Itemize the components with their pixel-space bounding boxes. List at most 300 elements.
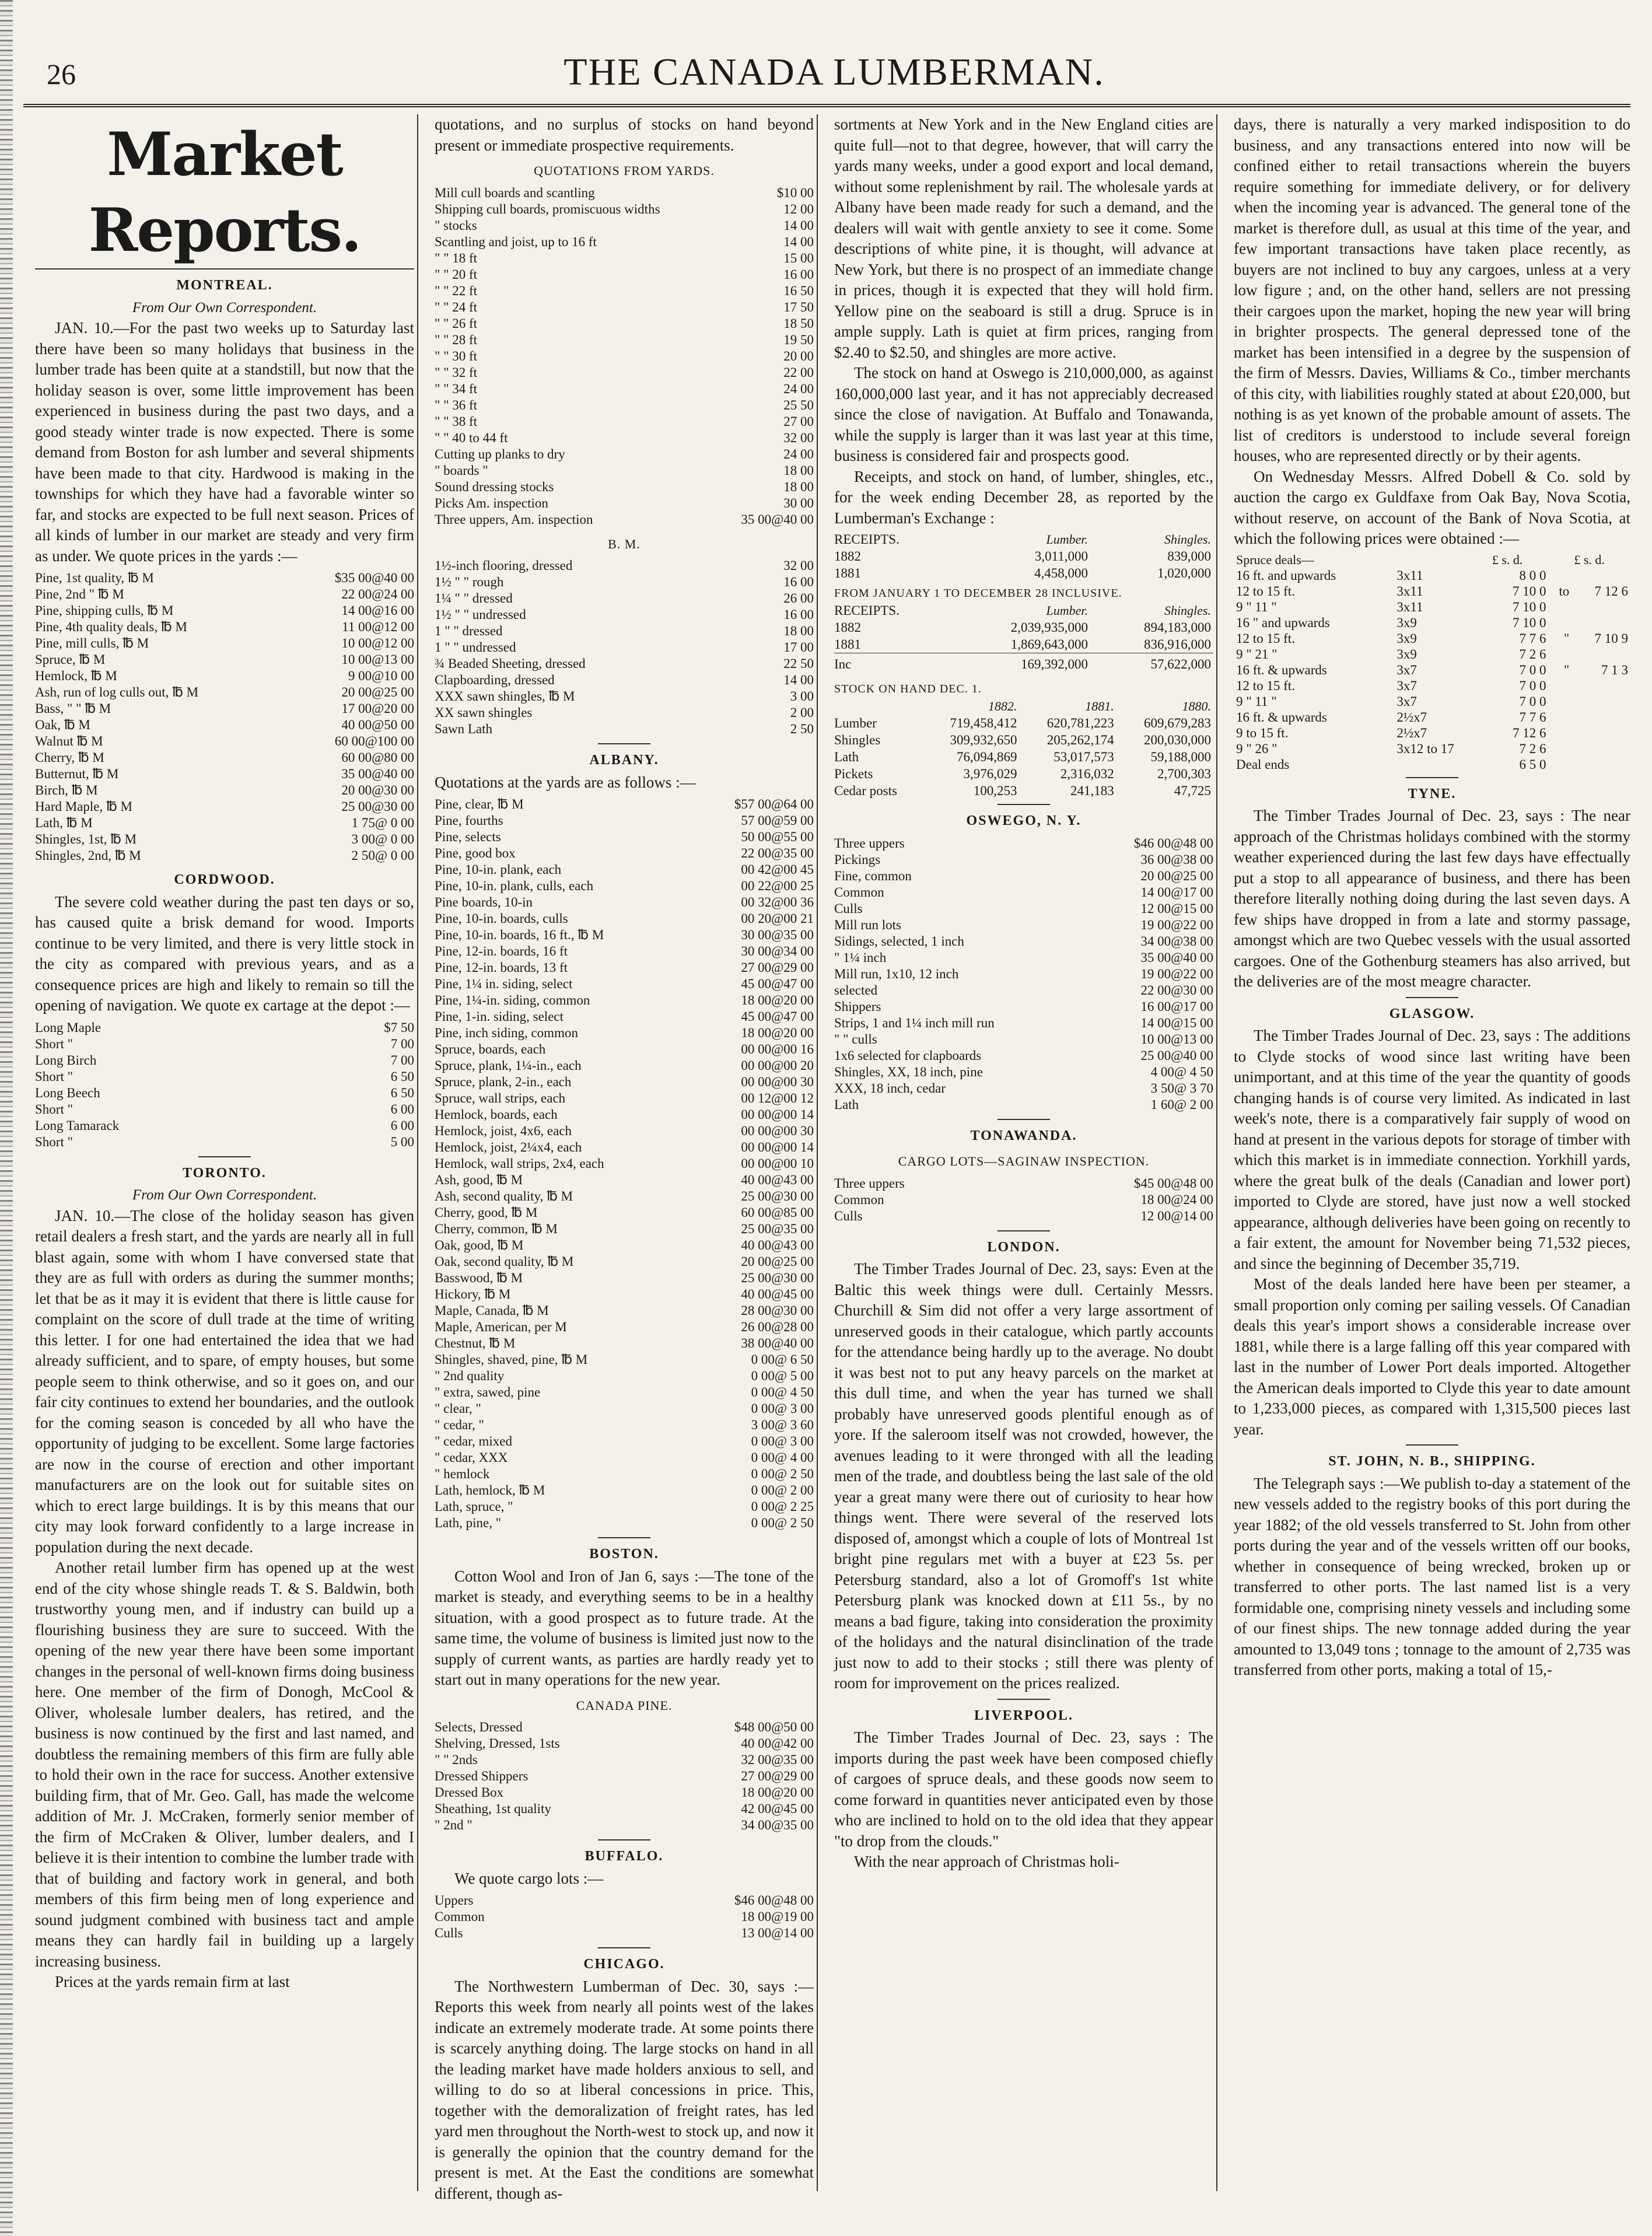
item-price: 28 00@30 00: [741, 1303, 814, 1318]
item-label: Basswood, ℔ M: [435, 1271, 523, 1285]
table-row: [1234, 583, 1630, 599]
item-label: Shippers: [834, 999, 881, 1014]
price-row: [435, 1270, 814, 1286]
item-price: $57 00@64 00: [734, 797, 814, 811]
cell-to: [1549, 741, 1572, 757]
item-label: Mill run, 1x10, 12 inch: [834, 966, 959, 981]
item-price: 00 00@00 10: [741, 1156, 814, 1171]
item-price: 35 00@40 00: [341, 767, 414, 781]
section-heading-albany: ALBANY.: [589, 753, 659, 768]
price-row: [834, 1048, 1213, 1064]
price-row: [435, 1090, 814, 1107]
price-row: [435, 927, 814, 943]
item-price: 16 50: [783, 283, 814, 298]
item-label: " 2nd ": [435, 1818, 473, 1832]
price-row: [435, 446, 814, 463]
item-price: 3 50@ 3 70: [1150, 1080, 1213, 1096]
item-price: 22 00: [783, 365, 814, 380]
item-price: 0 00@ 4 00: [751, 1450, 814, 1465]
item-price: 25 00@30 00: [341, 799, 414, 814]
cell-size: 3x11: [1396, 583, 1423, 599]
item-price: 7 00: [390, 1052, 414, 1068]
item-price: 27 00@29 00: [741, 1769, 814, 1783]
price-row: [834, 950, 1213, 966]
cell-a: 719,458,412: [950, 716, 1017, 730]
item-price: 40 00@45 00: [741, 1287, 814, 1301]
section-rule: [1406, 1444, 1458, 1446]
price-row: [435, 430, 814, 446]
item-label: Short ": [35, 1069, 73, 1084]
price-row: [435, 1801, 814, 1817]
row-label: Lumber: [834, 716, 877, 730]
item-price: 20 00@30 00: [341, 783, 414, 797]
article-paragraph: With the near approach of Christmas holi-: [854, 1853, 1119, 1870]
price-row: [35, 1069, 414, 1085]
table-row: [1234, 646, 1630, 662]
item-label: Cherry, good, ℔ M: [435, 1205, 538, 1220]
table-subtitle: STOCK ON HAND DEC. 1.: [834, 683, 982, 695]
item-price: 60 00@85 00: [741, 1205, 814, 1220]
item-price: 60 00@80 00: [341, 750, 414, 765]
item-label: Pine, selects: [435, 830, 501, 844]
cell-lumber: 2,039,935,000: [1010, 620, 1088, 635]
table-row: [834, 656, 1213, 673]
item-price: 20 00@25 00: [341, 685, 414, 699]
cell-p2: [1572, 757, 1630, 772]
cell-to: [1549, 678, 1572, 694]
item-label: Picks Am. inspection: [435, 495, 548, 510]
price-row: [35, 782, 414, 799]
cell-size: 3x7: [1396, 694, 1417, 709]
item-price: 18 00: [783, 624, 814, 638]
item-price: 25 00@30 00: [741, 1189, 814, 1203]
cell-p2: [1572, 741, 1630, 757]
section-rule: [598, 743, 650, 744]
item-price: 30 00@34 00: [741, 944, 814, 958]
item-label: Lath: [834, 1097, 859, 1112]
item-price: 0 00@ 2 25: [751, 1499, 814, 1514]
item-label: Hemlock, joist, 4x6, each: [435, 1124, 572, 1138]
article-paragraph: The Telegraph says :—We publish to-day a statement of the new vessels added to the registry books of this port during the year 1882; of the old vessels transferred to St. John from other ports during the year and of the vessels written off our books, whether in consequence of being wrecked, broken up or transferred to other ports. The last named list is a very formidable one, comprising ninety vessels and including some of our finest ships. The new tonnage added during the year amounted to 13,049 tons ; tonnage to the amount of 2,735 was transferred from other ports, making a total of 15,-: [1234, 1474, 1630, 1678]
article-paragraph: We quote cargo lots :—: [454, 1869, 604, 1887]
price-row: [435, 463, 814, 479]
price-table-bm: [435, 558, 814, 737]
article-paragraph: Most of the deals landed here have been per steamer, a small proportion only coming per sailing vessels. Of Canadian deals this year's import shows a considerable increase over 1881, while there is a large falling off this year compared with last in the number of Lower Port deals imported. Altogether the American deals imported to Clyde this year to date amount to 1,233,000 pieces, as compared with 1,315,500 pieces last year.: [1234, 1275, 1630, 1438]
price-row: [35, 1020, 414, 1036]
price-row: [834, 917, 1213, 933]
item-label: Pine, 12-in. boards, 16 ft: [435, 944, 568, 958]
price-row: [35, 652, 414, 668]
price-row: [435, 894, 814, 911]
item-label: " cedar, ": [435, 1418, 484, 1432]
item-price: 38 00@40 00: [741, 1336, 814, 1350]
cell-lumber: 169,392,000: [1021, 657, 1088, 671]
item-label: Spruce, wall strips, each: [435, 1091, 566, 1105]
item-price: 25 50: [783, 397, 814, 412]
item-price: 6 00: [390, 1101, 414, 1117]
section-rule: [998, 1119, 1050, 1120]
item-label: Sidings, selected, 1 inch: [834, 933, 964, 949]
price-row: [834, 884, 1213, 901]
price-row: [834, 1080, 1213, 1097]
item-label: Bass, " " ℔ M: [35, 701, 111, 716]
item-label: Pine, clear, ℔ M: [435, 797, 524, 811]
price-row: [35, 848, 414, 864]
item-label: Pine, 1st quality, ℔ M: [35, 571, 154, 585]
cell-c: 59,188,000: [1150, 750, 1211, 764]
table-row: [1234, 568, 1630, 583]
price-row: [435, 1254, 814, 1270]
item-label: Pine, 4th quality deals, ℔ M: [35, 620, 187, 634]
cell-to: [1549, 757, 1572, 772]
item-label: " cedar, mixed: [435, 1434, 512, 1448]
price-row: [35, 619, 414, 635]
receipts-label: RECEIPTS.: [834, 603, 900, 618]
item-label: Uppers: [435, 1893, 474, 1908]
item-label: 1½-inch flooring, dressed: [435, 558, 573, 573]
section-rule: [998, 1699, 1050, 1700]
price-row: [435, 1401, 814, 1417]
item-label: Pine, 1-in. siding, select: [435, 1009, 564, 1024]
price-row: [35, 733, 414, 750]
price-row: [435, 607, 814, 623]
item-label: " cedar, XXX: [435, 1450, 508, 1465]
cell-p1: 7 7 6: [1519, 631, 1546, 646]
row-label: 16 ft. & upwards: [1236, 709, 1327, 725]
row-label: 9 " 21 ": [1236, 646, 1278, 662]
item-label: Dressed Box: [435, 1785, 504, 1800]
item-label: Walnut ℔ M: [35, 734, 103, 748]
price-row: [435, 1768, 814, 1784]
item-label: Fine, common: [834, 868, 912, 883]
price-row: [834, 1097, 1213, 1113]
item-label: Pine, 2nd " ℔ M: [35, 587, 124, 601]
item-label: Hemlock, ℔ M: [35, 669, 117, 683]
section-rule: [198, 1156, 251, 1157]
cell-c: 609,679,283: [1144, 716, 1211, 730]
price-row: [435, 1752, 814, 1768]
item-label: Shingles, XX, 18 inch, pine: [834, 1064, 983, 1079]
item-label: Hemlock, wall strips, 2x4, each: [435, 1156, 604, 1171]
cell-c: 200,030,000: [1144, 733, 1211, 747]
item-price: 57 00@59 00: [741, 813, 814, 828]
item-label: Butternut, ℔ M: [35, 767, 119, 781]
item-price: 1 75@ 0 00: [351, 816, 414, 830]
section-heading-liverpool: LIVERPOOL.: [974, 1707, 1074, 1723]
price-row: [435, 381, 814, 397]
cell-b: 2,316,032: [1060, 767, 1114, 781]
item-price: 32 00: [783, 558, 814, 573]
section-rule: [598, 1537, 650, 1538]
section-heading-london: LONDON.: [987, 1239, 1060, 1255]
price-row: [834, 1015, 1213, 1031]
price-row: [435, 283, 814, 299]
price-row: [435, 1368, 814, 1384]
row-label: 1881: [834, 566, 861, 580]
item-label: Spruce, ℔ M: [35, 652, 106, 667]
item-price: 40 00@42 00: [741, 1736, 814, 1751]
price-row: [35, 603, 414, 619]
cell-size: 3x11: [1396, 599, 1423, 614]
column-header-year: 1880.: [1182, 699, 1211, 713]
item-price: 3 00@ 3 60: [751, 1418, 814, 1432]
article-paragraph: sortments at New York and in the New England cities are quite full—not to that degree, however, that will carry the yards many weeks, under a good export and local demand, without some replenishment by rail. The wholesale yards at Albany have been made ready for such a demand, and the dealers will wait with gentle anxiety to see it come. Some descriptions of white pine, it is thought, will advance at New York, but there is no prospect of an immediate change in prices, though it is expected that they will hold firm. Yellow pine on the seaboard is still a drug. Spruce is in ample supply. Lath is quiet at firm prices, ranging from $2.40 to $2.50, and shingles are more active.: [834, 116, 1213, 361]
item-label: Common: [834, 1192, 884, 1207]
price-row: [435, 1417, 814, 1433]
item-label: Long Beech: [35, 1085, 100, 1100]
column-header-shingles: Shingles.: [1164, 603, 1211, 618]
price-row: [435, 1188, 814, 1205]
item-label: Cherry, ℔ M: [35, 750, 104, 765]
table-row: [834, 782, 1213, 799]
price-row: [435, 365, 814, 381]
item-price: $46 00@48 00: [1133, 835, 1213, 851]
item-label: Cherry, common, ℔ M: [435, 1222, 558, 1236]
price-table-yards: [435, 185, 814, 528]
price-row: [35, 717, 414, 733]
item-price: 14 00: [783, 218, 814, 233]
cell-shingles: 836,916,000: [1144, 637, 1211, 652]
row-label: 9 " 11 ": [1236, 694, 1277, 709]
price-row: [435, 1925, 814, 1941]
item-label: Pine, mill culls, ℔ M: [35, 636, 149, 650]
item-price: 12 00@15 00: [1140, 901, 1213, 916]
row-label: Lath: [834, 750, 859, 764]
cell-shingles: 1,020,000: [1157, 566, 1211, 580]
cell-to: to: [1559, 583, 1570, 599]
price-row: [834, 1064, 1213, 1080]
price-row: [834, 852, 1213, 868]
price-row: [435, 1784, 814, 1801]
item-price: 25 00@35 00: [741, 1222, 814, 1236]
cell-size: 3x9: [1396, 631, 1417, 646]
row-label: 16 " and upwards: [1236, 615, 1330, 630]
item-price: 10 00@13 00: [1140, 1031, 1213, 1047]
item-price: 20 00@25 00: [741, 1254, 814, 1269]
item-price: 3 00@ 0 00: [351, 832, 414, 846]
item-price: 2 00: [790, 705, 814, 720]
price-row: [35, 684, 414, 701]
item-label: Shingles, shaved, pine, ℔ M: [435, 1352, 588, 1367]
price-row: [834, 901, 1213, 917]
price-row: [35, 750, 414, 766]
item-label: selected: [834, 982, 878, 998]
item-price: 24 00: [783, 381, 814, 396]
item-label: " boards ": [435, 463, 488, 478]
item-price: 0 00@ 3 00: [751, 1401, 814, 1416]
cell-p2: [1572, 599, 1630, 615]
item-price: 45 00@47 00: [741, 977, 814, 991]
price-row: [435, 1817, 814, 1833]
cell-shingles: 894,183,000: [1144, 620, 1211, 635]
price-row: [435, 1286, 814, 1303]
item-label: Hard Maple, ℔ M: [35, 799, 132, 814]
price-row: [435, 1009, 814, 1025]
cell-size: [1394, 757, 1490, 772]
item-label: Hickory, ℔ M: [435, 1287, 511, 1301]
item-label: " hemlock: [435, 1467, 490, 1481]
price-row: [435, 796, 814, 813]
price-row: [435, 332, 814, 348]
price-row: [834, 1175, 1213, 1192]
item-price: 36 00@38 00: [1140, 852, 1213, 867]
item-label: Long Birch: [35, 1052, 97, 1068]
item-label: Long Maple: [35, 1020, 102, 1035]
byline: From Our Own Correspondent.: [132, 1187, 317, 1203]
article-paragraph: The Timber Trades Journal of Dec. 23, says: Even at the Baltic this week things were dull. Certainly Messrs. Churchill & Sim did not offer a very large assortment of unreserved goods in their catalogue, which partly accounts for the attendance being hardly up to the average. No doubt it was best not to put any heavy parcels on the market at this dull time, and when the year has turned we shall probably have unreserved goods plentiful enough as of yore. If the saleroom itself was not crowded, however, the avenues leading to it were thronged with all the leading men of the trade, and doubtless being the last sale of the old year a great many were there out of curiosity to hear how things went. There were several of the reserved lots disposed of, amongst which a couple of lots of Montreal 1st bright pine regulars met with a buyer at £23 5s. per Petersburg standard, also a lot of Gromoff's 1st white Petersburg plank was knocked down at £11 5s., by no means a bad figure, taking into consideration the proximity of the holidays and the natural disinclination of the trade just now to add to their stocks ; still there was plenty of room for improvement on the prices realized.: [834, 1260, 1213, 1692]
item-price: 0 00@ 4 50: [751, 1385, 814, 1399]
price-row: [35, 766, 414, 782]
cell-size: 2½x7: [1396, 725, 1427, 740]
price-row: [435, 512, 814, 528]
item-label: Pine, 10-in. plank, culls, each: [435, 879, 594, 893]
price-row: [35, 1036, 414, 1052]
item-label: XXX sawn shingles, ℔ M: [435, 689, 575, 704]
cell-p2: [1572, 725, 1630, 741]
item-price: 17 00: [783, 640, 814, 655]
item-price: $48 00@50 00: [734, 1720, 814, 1734]
price-row: [435, 976, 814, 992]
price-row: [435, 495, 814, 512]
table-title: CARGO LOTS—SAGINAW INSPECTION.: [898, 1154, 1150, 1168]
page-header: [29, 35, 1639, 99]
item-price: 00 00@00 14: [741, 1107, 814, 1122]
cell-p2: 7 12 6: [1594, 583, 1628, 599]
price-row: [834, 999, 1213, 1015]
price-row: [834, 1192, 1213, 1208]
item-price: 19 00@22 00: [1140, 966, 1213, 981]
price-row: [834, 835, 1213, 852]
item-price: 32 00@35 00: [741, 1752, 814, 1767]
item-price: 35 00@40 00: [1140, 950, 1213, 965]
table-row: [834, 548, 1213, 565]
cell-lumber: 1,869,643,000: [1010, 637, 1088, 652]
item-price: 0 00@ 6 50: [751, 1352, 814, 1367]
price-row: [35, 1101, 414, 1118]
item-label: " " 26 ft: [435, 316, 478, 331]
item-price: 27 00@29 00: [741, 960, 814, 975]
price-row: [435, 1319, 814, 1335]
item-price: 4 00@ 4 50: [1150, 1064, 1213, 1079]
price-row: [435, 1892, 814, 1909]
price-row: [435, 414, 814, 430]
price-row: [435, 1025, 814, 1041]
item-price: 16 00@17 00: [1140, 999, 1213, 1014]
item-price: 26 00: [783, 591, 814, 606]
column-2: [435, 114, 814, 2202]
cell-b: 53,017,573: [1054, 750, 1114, 764]
cell-size: 3x9: [1396, 646, 1417, 662]
article-paragraph: Quotations at the yards are as follows :—: [435, 773, 696, 791]
item-label: 1 " " undressed: [435, 640, 516, 655]
item-label: " clear, ": [435, 1401, 481, 1416]
column-3: [834, 114, 1213, 2191]
article-paragraph: days, there is naturally a very marked indisposition to do business, and any transactions entered into now will be confined either to retail transactions wherein the buyers require something for immediate delivery, or for delivery when the incoming year is advanced. The general tone of the market is therefore dull, as usual at this time of the year, and few important transactions have taken place recently, as buyers are not inclined to buy any cargoes, unless at a very low figure ; and, on the other hand, sellers are not pressing their cargoes upon the market, hoping the new year will bring in brighter prospects. The general depressed tone of the market has been intensified in a degree by the suspension of the firm of Messrs. Davies, Williams & Co., timber merchants of this city, with liabilities roughly stated at about £20,000, but nothing is as yet known of the probable amount of assets. The list of creditors is understood to include several foreign houses, who are represented directly or by their agents.: [1234, 116, 1630, 464]
item-price: 2 50@ 0 00: [351, 848, 414, 863]
item-label: Short ": [35, 1036, 73, 1051]
table-title: B. M.: [608, 536, 640, 551]
item-label: Hemlock, joist, 2¼x4, each: [435, 1140, 582, 1154]
price-row: [35, 668, 414, 684]
table-row: [1234, 694, 1630, 709]
item-price: 10 00@13 00: [341, 652, 414, 667]
item-label: " " 28 ft: [435, 332, 478, 347]
item-price: 35 00@40 00: [741, 512, 814, 527]
item-price: 14 00@15 00: [1140, 1015, 1213, 1030]
item-price: 16 00: [783, 267, 814, 282]
row-label: Deal ends: [1236, 757, 1290, 772]
table-row: [1234, 757, 1630, 772]
section-heading-montreal: MONTREAL.: [176, 278, 273, 293]
item-label: Culls: [435, 1926, 463, 1940]
item-price: 18 00: [783, 463, 814, 478]
item-label: Strips, 1 and 1¼ inch mill run: [834, 1015, 995, 1030]
price-row: [435, 348, 814, 365]
cell-p1: 7 10 0: [1513, 583, 1546, 599]
item-label: 1½ " " rough: [435, 575, 504, 589]
item-label: Shingles, 1st, ℔ M: [35, 832, 137, 846]
price-row: [435, 234, 814, 250]
item-price: 25 00@30 00: [741, 1271, 814, 1285]
price-row: [435, 992, 814, 1009]
item-label: Lath, hemlock, ℔ M: [435, 1483, 545, 1497]
item-price: 0 00@ 2 50: [751, 1516, 814, 1530]
item-price: 00 00@00 30: [741, 1075, 814, 1089]
deals-header: Spruce deals—: [1236, 552, 1314, 567]
price-row: [435, 878, 814, 894]
item-label: Short ": [35, 1101, 73, 1117]
item-price: 9 00@10 00: [348, 669, 414, 683]
item-label: Clapboarding, dressed: [435, 673, 555, 687]
item-label: Pine boards, 10-in: [435, 895, 533, 909]
price-row: [435, 656, 814, 672]
item-price: 13 00@14 00: [741, 1926, 814, 1940]
cell-a: 76,094,869: [957, 750, 1017, 764]
cell-to: ": [1563, 631, 1570, 646]
cell-to: [1549, 599, 1572, 615]
cell-size: 3x9: [1396, 615, 1417, 630]
item-label: " " 2nds: [435, 1752, 478, 1767]
item-price: $46 00@48 00: [734, 1893, 814, 1908]
item-price: $7 50: [384, 1020, 414, 1035]
item-label: Spruce, plank, 1¼-in., each: [435, 1058, 582, 1073]
column-header-lumber: Lumber.: [1046, 532, 1088, 547]
table-row: [834, 619, 1213, 636]
item-label: Oak, second quality, ℔ M: [435, 1254, 574, 1269]
cell-size: 3x12 to 17: [1396, 741, 1454, 756]
section-rule: [998, 1230, 1050, 1231]
cell-to: [1549, 615, 1572, 631]
item-label: Pine, fourths: [435, 813, 503, 828]
article-paragraph: The Timber Trades Journal of Dec. 23, says : The near approach of the Christmas holidays combined with the stormy weather experienced during the last few days have effectually put a stop to all appearance of business, and there has been therefore literally nothing doing during the last seven days. A few ships have dropped in from a late and stormy passage, amongst which are two Quebec vessels with the usual assorted cargoes. One of the Gothenburg steamers has also arrived, but the deliveries are of the most meagre character.: [1234, 807, 1630, 990]
cell-to: [1549, 646, 1572, 662]
price-row: [435, 267, 814, 283]
item-label: 1½ " " undressed: [435, 607, 526, 622]
cell-p1: 7 0 0: [1519, 662, 1546, 677]
price-row: [435, 1123, 814, 1139]
item-price: 00 00@00 16: [741, 1042, 814, 1056]
article-paragraph: The stock on hand at Oswego is 210,000,000, as against 160,000,000 last year, and it has not appreciably decreased since the close of navigation. At Buffalo and Tonawanda, while the supply is larger than it was last year at this time, business is considered fair and prospects good.: [834, 364, 1213, 464]
receipts-table: [834, 531, 1213, 673]
row-label: 9 " 26 ": [1236, 741, 1278, 756]
table-row: [1234, 709, 1630, 725]
item-price: 18 00@20 00: [741, 1026, 814, 1040]
price-row: [435, 1466, 814, 1482]
article-paragraph: JAN. 10.—The close of the holiday season has given retail dealers a fresh start, and the yards are nearly all in full blast again, some with whom I have conversed state that they are as full with orders as during the summer months; let that be as it may it is evident that there is little cause for complaint on the score of dull trade at the time of writing this letter. I for one had entertained the idea that we had already sufficient, and to spare, of empty houses, but some people seem to think otherwise, and so it goes on, and our fair city continues to extend her boundaries, and the outlook for the coming season is conceded by all who have the opportunity of judging to be excellent. Some large factories are now in the course of erection and other important manufacturers are on the look out for suitable sites on which to erect large buildings. It is by this means that our city may look forward confidently to a large increase in population during the next decade.: [35, 1206, 414, 1556]
row-label: 16 ft. & upwards: [1236, 662, 1327, 677]
item-label: " 1¼ inch: [834, 950, 887, 965]
price-row: [435, 639, 814, 656]
